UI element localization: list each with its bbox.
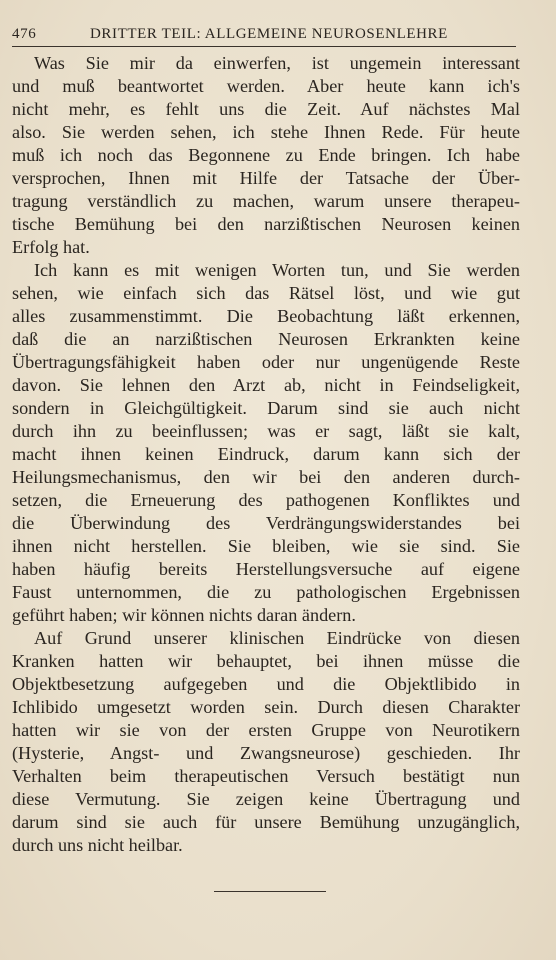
text-line: sehen, wie einfach sich das Rätsel löst, und wie gut [12,283,520,303]
paragraph-2 [12,259,520,627]
text-line: nicht mehr, es fehlt uns die Zeit. Auf nächstes Mal [12,99,520,119]
text-line: Kranken hatten wir behauptet, bei ihnen müsse die [12,651,520,671]
text-line: Verhalten beim therapeutischen Versuch bestätigt nun [12,766,520,786]
text-line: muß ich noch das Begonnene zu Ende bringen. Ich habe [12,145,520,165]
paragraph-3 [12,627,520,857]
text-line: Ichlibido umgesetzt worden sein. Durch diesen Charakter [12,697,520,717]
text-line: Ich kann es mit wenigen Worten tun, und Sie werden [34,260,520,280]
text-line: Erfolg hat. [12,237,90,257]
text-line: davon. Sie lehnen den Arzt ab, nicht in Feindseligkeit, [12,375,520,395]
text-line: und muß beantwortet werden. Aber heute kann ich's [12,76,520,96]
text-line: daß die an narzißtischen Neurosen Erkrankten keine [12,329,520,349]
text-line: ihnen nicht herstellen. Sie bleiben, wie sie sind. Sie [12,536,520,556]
paragraph-1 [12,52,520,259]
header-rule [12,46,516,47]
text-line: Faust unternommen, die zu pathologischen Ergebnissen [12,582,520,602]
text-line: geführt haben; wir können nichts daran ändern. [12,605,356,625]
text-line: also. Sie werden sehen, ich stehe Ihnen Rede. Für heute [12,122,520,142]
text-line: haben häufig bereits Herstellungsversuche auf eigene [12,559,520,579]
text-line: hatten wir sie von der ersten Gruppe von Neurotikern [12,720,520,740]
running-head-title: DRITTER TEIL: ALLGEMEINE NEUROSENLEHRE [90,26,448,42]
page-number: 476 [12,26,37,42]
text-line: durch uns nicht heilbar. [12,835,183,855]
body-text [12,52,520,857]
text-line: darum sind sie auch für unsere Bemühung unzugänglich, [12,812,520,832]
text-line: Übertragungsfähigkeit haben oder nur ungenügende Reste [12,352,520,372]
running-head [12,26,520,48]
text-line: alles zusammenstimmt. Die Beobachtung läßt erkennen, [12,306,520,326]
text-line: diese Vermutung. Sie zeigen keine Übertragung und [12,789,520,809]
text-line: macht ihnen keinen Eindruck, darum kann sich der [12,444,520,464]
text-line: (Hysterie, Angst- und Zwangsneurose) geschieden. Ihr [12,743,520,763]
text-line: Auf Grund unserer klinischen Eindrücke von diesen [34,628,520,648]
text-line: versprochen, Ihnen mit Hilfe der Tatsache der Über- [12,168,520,188]
section-end-rule [214,891,326,892]
text-line: Was Sie mir da einwerfen, ist ungemein interessant [34,53,520,73]
text-line: setzen, die Erneuerung des pathogenen Konfliktes und [12,490,520,510]
text-line: durch ihn zu beeinflussen; was er sagt, läßt sie kalt, [12,421,520,441]
text-line: Objektbesetzung aufgegeben und die Objektlibido in [12,674,520,694]
text-line: sondern in Gleichgültigkeit. Darum sind sie auch nicht [12,398,520,418]
text-line: die Überwindung des Verdrängungswiderstandes bei [12,513,520,533]
text-line: tische Bemühung bei den narzißtischen Neurosen keinen [12,214,520,234]
text-line: Heilungsmechanismus, den wir bei den anderen durch- [12,467,520,487]
text-line: tragung verständlich zu machen, warum unsere therapeu- [12,191,520,211]
